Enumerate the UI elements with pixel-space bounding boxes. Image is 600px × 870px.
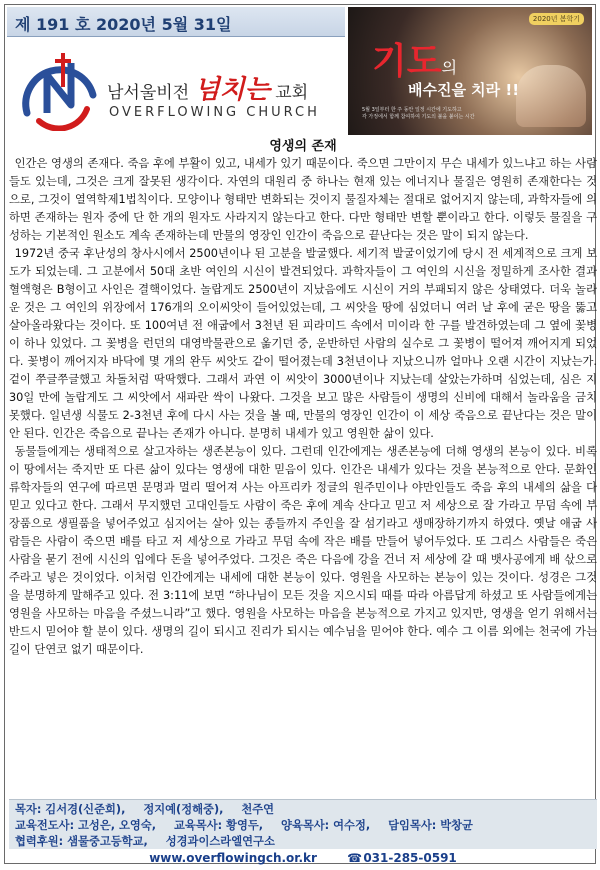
church-name-suffix: 교회 xyxy=(269,83,309,103)
article-title: 영생의 존재 xyxy=(269,139,337,154)
credits-box xyxy=(9,799,597,849)
banner-title-main: 기도 xyxy=(372,40,442,82)
credit-item: 정지예(정해중), xyxy=(143,803,224,816)
banner-fine-line-1: 5월 3일부터 한 주 동안 일정 시간에 기도하고 xyxy=(362,107,462,113)
banner-title-suffix: 의 xyxy=(441,58,458,77)
bulletin-header xyxy=(5,5,595,137)
contact-line xyxy=(9,851,597,867)
website-link[interactable]: www.overflowingch.or.kr xyxy=(149,851,317,865)
banner-fine-line-2: 각 가정에서 함께 참여하여 기도의 불을 붙이는 시간 xyxy=(362,114,475,120)
credit-item: 양육목사: 여수정, xyxy=(281,819,371,832)
article-paragraph-1: 인간은 영생의 존재다. 죽음 후에 부활이 있고, 내세가 있기 때문이다. 죽으면 그만이지 무슨 내세가 있느냐고 하는 사람들도 있는데, 그것은 크게 잘못된 생각이다. 자연의 대원리 중 하나는 현재 있는 에너지나 물질은 영원히 존재한다는 것으로, 그것이 열역학제1법칙이다. 모양이나 형태만 변화되는 것이지 물질자체는 절대로 없어지지 않는데, 과학자들에 의하면 존재하는 원자 중에 단 한 개의 원자도 사라지지 않는다고 한다. 다만 형태만 변할 뿐이라고 한다. 이렇듯 물질을 구성하는 기본적인 원소도 계속 존재하는데 만물의 영장인 인간이 죽음으로 끝난다는 것은 말이 되지 않는다. xyxy=(9,157,597,242)
church-name-english: OVERFLOWING CHURCH xyxy=(109,105,320,120)
bulletin-page xyxy=(4,4,596,864)
banner-title xyxy=(372,33,457,84)
church-name-korean xyxy=(107,69,308,106)
phone-icon: ☎ xyxy=(347,851,363,865)
issue-bar xyxy=(7,7,345,37)
prayer-banner xyxy=(348,7,592,135)
credit-line-shepherds xyxy=(15,802,591,818)
credit-item: 협력후원: 샘물중고등학교, xyxy=(15,835,148,848)
article xyxy=(9,139,597,659)
credit-item: 담임목사: 박창균 xyxy=(388,819,473,832)
issue-line: 제 191 호 2020년 5월 31일 xyxy=(15,15,232,34)
banner-fine-print xyxy=(362,107,582,121)
church-name-highlight: 넘치는 xyxy=(194,75,270,105)
church-logo-block xyxy=(7,39,345,135)
credit-item: 교육전도사: 고성은, 오영숙, xyxy=(15,819,157,832)
church-name-prefix: 남서울비전 xyxy=(107,83,195,103)
article-paragraph-3: 동물들에게는 생태적으로 살고자하는 생존본능이 있다. 그런데 인간에게는 생존본능에 더해 영생의 본능이 있다. 비록 이 땅에서는 죽지만 또 다른 삶이 있다는 영생에 대한 믿음이 있다. 인간은 내세가 있다는 것을 본능적으로 안다. 문화인류학자들의 연구에 따르면 문명과 멀리 떨어져 사는 아프리카 정글의 원주민이나 야만인들도 죽음 후의 내세의 삶을 다 믿고 있다고 한다. 그래서 무지했던 고대인들도 사람이 죽은 후에 계속 산다고 믿고 저 세상으로 잘 가라고 무덤 속에 부장품으로 생필품을 넣어주었고 심지어는 살아 있는 종들까지 주인을 잘 섬기라고 생매장하기까지 하였다. 옛날 애굽 사람들은 사람이 죽으면 배를 타고 저 세상으로 가라고 무덤 속에 작은 배를 만들어 넣어두었다. 또 그리스 사람들은 죽은 사람을 묻기 전에 시신의 입에다 돈을 넣어주었다. 그것은 죽은 다음에 강을 건너 저 세상에 갈 때 뱃사공에게 배 삯으로 주라고 넣은 것이었다. 이처럼 인간에게는 내세에 대한 본능이 있다. 영원을 사모하는 본능이 있는 것이다. 성경은 그것을 분명하게 말해주고 있다. 전 3:11에 보면 “하나님이 모든 것을 지으시되 때를 따라 아름답게 하셨고 또 사람들에게는 영원을 사모하는 마음을 주셨느니라”고 했다. 영원을 사모하는 마음을 본능적으로 가지고 있지만, 영생을 얻기 위해서는 반드시 믿어야 할 분이 있다. 생명의 길이 되시고 진리가 되시는 예수님을 믿어야 한다. 예수 그 이름 외에는 천국에 가는 길이 단연코 없기 때문이다. xyxy=(9,445,597,656)
article-paragraph-2: 1972년 중국 후난성의 창사시에서 2500년이나 된 고분을 발굴했다. 세기적 발굴이었기에 당시 전 세계적으로 크게 보도가 되었는데. 그 고분에서 50대 초반 여인의 시신이 발견되었다. 과학자들이 그 여인의 시신을 정밀하게 조사한 결과 혈액형은 B형이고 사인은 결핵이었다. 놀랍게도 2500년이 지났음에도 시신이 거의 부패되지 않은 상태였다. 더욱 놀라운 것은 그 여인의 위장에서 176개의 오이씨앗이 들어있었는데, 그 씨앗을 땅에 심었더니 여러 날 후에 굳은 땅을 뚫고 살아올라왔다는 것이다. 또 100여년 전 애굽에서 3천년 된 피라미드 속에서 미이라 한 구를 발견하였는데 그 옆에 꽃병이 하나 있었다. 그 꽃병을 런던의 대영박물관으로 옮기던 중, 운반하던 사람의 실수로 그 꽃병이 떨어져 깨어지게 되었다. 꽃병이 깨어지자 바닥에 몇 개의 완두 씨앗도 같이 떨어졌는데 3천년이나 지났으니까 얼마나 오랜 시간이 지났는가. 겉이 쭈글쭈글했고 차돌처럼 딱딱했다. 그래서 과연 이 씨앗이 3000년이나 지났는데 살았는가하며 심었는데, 심은 지 30일 만에 놀랍게도 그 씨앗에서 새파란 싹이 나왔다. 그것을 보고 많은 사람들이 생명의 신비에 대해서 놀라움을 금치 못했다. 일년생 식물도 2-3천년 후에 다시 사는 것을 볼 때, 만물의 영장인 인간이 이 세상 죽음으로 끝난다는 것은 말이 안 된다. 인간은 죽음으로 끝나는 존재가 아니다. 분명히 내세가 있고 영원한 삶이 있다. xyxy=(9,247,597,440)
credit-item: 목자: 김서경(신준희), xyxy=(15,803,126,816)
credit-item: 성경과이스라엘연구소 xyxy=(165,835,275,848)
phone-number: 031-285-0591 xyxy=(363,851,457,865)
credit-item: 교육목사: 황영두, xyxy=(173,819,264,832)
church-logo-icon xyxy=(17,43,103,131)
credit-item: 천주연 xyxy=(241,803,275,816)
credit-line-sponsors xyxy=(15,834,591,850)
banner-tag: 2020년 봄학기 xyxy=(529,13,584,25)
credit-line-pastors xyxy=(15,818,591,834)
banner-subtitle: 배수진을 치라 !! xyxy=(408,81,520,99)
